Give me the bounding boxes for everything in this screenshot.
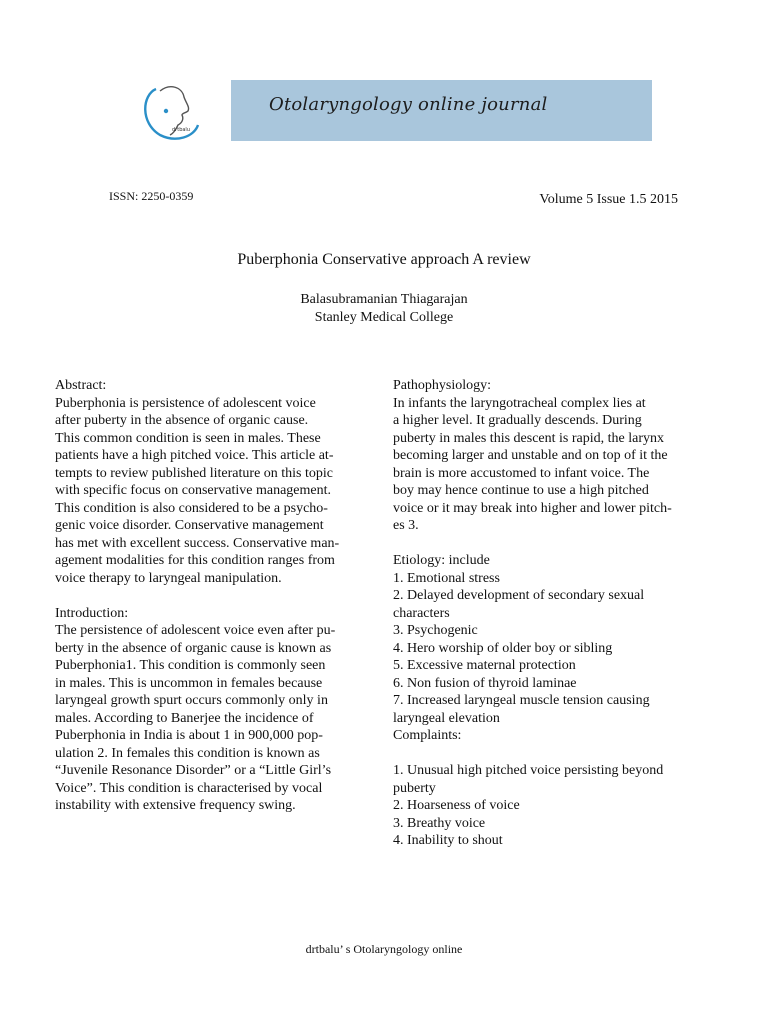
list-item: 6. Non fusion of thyroid laminae	[393, 675, 577, 691]
list-item: 3. Psychogenic	[393, 623, 478, 638]
text-line: ulation 2. In females this condition is known as	[55, 745, 320, 761]
text-line: Puberphonia in India is about 1 in 900,000 pop-	[55, 728, 323, 743]
list-item: puberty	[393, 780, 436, 796]
etiology-list	[393, 570, 709, 728]
volume-info: Volume 5 Issue 1.5 2015	[539, 192, 678, 207]
text-line: males. According to Banerjee the incidence of	[55, 710, 314, 726]
text-line: es 3.	[393, 518, 419, 533]
text-line: boy may hence continue to use a high pitched	[393, 483, 649, 498]
text-line: agement modalities for this condition ranges from	[55, 553, 335, 568]
list-item: 2. Delayed development of secondary sexual	[393, 588, 645, 603]
complaints-list	[393, 762, 709, 850]
spacer	[393, 535, 709, 553]
left-column	[55, 377, 375, 815]
right-column	[393, 377, 709, 850]
list-item: 3. Breathy voice	[393, 815, 486, 831]
author-name: Balasubramanian Thiagarajan	[300, 292, 468, 307]
list-item: characters	[393, 605, 450, 621]
spacer	[55, 587, 375, 605]
introduction-body	[55, 622, 375, 815]
text-line: brain is more accustomed to infant voice. The	[393, 465, 650, 481]
text-line: The persistence of adolescent voice even after pu-	[55, 623, 336, 638]
issn: ISSN: 2250-0359	[109, 189, 194, 203]
page-footer: drtbalu’ s Otolaryngology online	[305, 942, 463, 956]
text-line: laryngeal growth spurt occurs commonly only in	[55, 693, 328, 708]
text-line: instability with extensive frequency swing.	[55, 798, 296, 813]
text-line: with specific focus on conservative management.	[55, 483, 332, 498]
pathophysiology-heading: Pathophysiology:	[393, 378, 492, 393]
list-item: 1. Emotional stress	[393, 570, 500, 586]
journal-banner	[231, 80, 652, 141]
article-title: Puberphonia Conservative approach A review	[237, 251, 531, 268]
text-line: berty in the absence of organic cause is known as	[55, 640, 332, 656]
text-line: This condition is also considered to be a psycho-	[55, 500, 328, 516]
text-line: has met with excellent success. Conservative man-	[55, 535, 340, 551]
complaints-heading: Complaints:	[393, 728, 462, 743]
text-line: voice therapy to laryngeal manipulation.	[55, 570, 282, 586]
list-item: 2. Hoarseness of voice	[393, 798, 520, 813]
journal-title: Otolaryngology online journal	[269, 94, 548, 115]
text-line: a higher level. It gradually descends. During	[393, 413, 642, 428]
text-line: becoming larger and unstable and on top of it the	[393, 448, 668, 463]
head-profile-icon	[136, 79, 228, 145]
text-line: after puberty in the absence of organic cause.	[55, 413, 309, 428]
text-line: voice or it may break into higher and lower pitch-	[393, 500, 672, 516]
list-item: laryngeal elevation	[393, 710, 500, 726]
list-item: 4. Inability to shout	[393, 833, 503, 848]
spacer	[393, 745, 709, 763]
text-line: in males. This is uncommon in females because	[55, 675, 323, 691]
author-block	[0, 291, 768, 327]
abstract-body	[55, 395, 375, 588]
abstract-heading: Abstract:	[55, 378, 107, 393]
introduction-heading: Introduction:	[55, 605, 129, 621]
text-line: This common condition is seen in males. These	[55, 430, 321, 446]
text-line: “Juvenile Resonance Disorder” or a “Little Girl’s	[55, 763, 332, 778]
text-line: genic voice disorder. Conservative management	[55, 518, 324, 533]
list-item: 1. Unusual high pitched voice persisting beyond	[393, 763, 664, 778]
text-line: patients have a high pitched voice. This article at-	[55, 448, 334, 463]
etiology-heading: Etiology: include	[393, 553, 490, 568]
list-item: 5. Excessive maternal protection	[393, 658, 576, 673]
affiliation: Stanley Medical College	[314, 310, 454, 325]
text-line: Puberphonia is persistence of adolescent voice	[55, 395, 316, 411]
journal-logo	[136, 79, 228, 145]
pathophysiology-body	[393, 395, 709, 535]
text-line: Puberphonia1. This condition is commonly seen	[55, 658, 326, 673]
text-line: Voice”. This condition is characterised by vocal	[55, 780, 323, 796]
text-line: tempts to review published literature on this topic	[55, 465, 333, 481]
logo-text: drtbalu	[172, 127, 190, 133]
list-item: 7. Increased laryngeal muscle tension causing	[393, 693, 650, 708]
list-item: 4. Hero worship of older boy or sibling	[393, 640, 613, 656]
text-line: In infants the laryngotracheal complex lies at	[393, 395, 646, 411]
text-line: puberty in males this descent is rapid, the larynx	[393, 430, 664, 446]
